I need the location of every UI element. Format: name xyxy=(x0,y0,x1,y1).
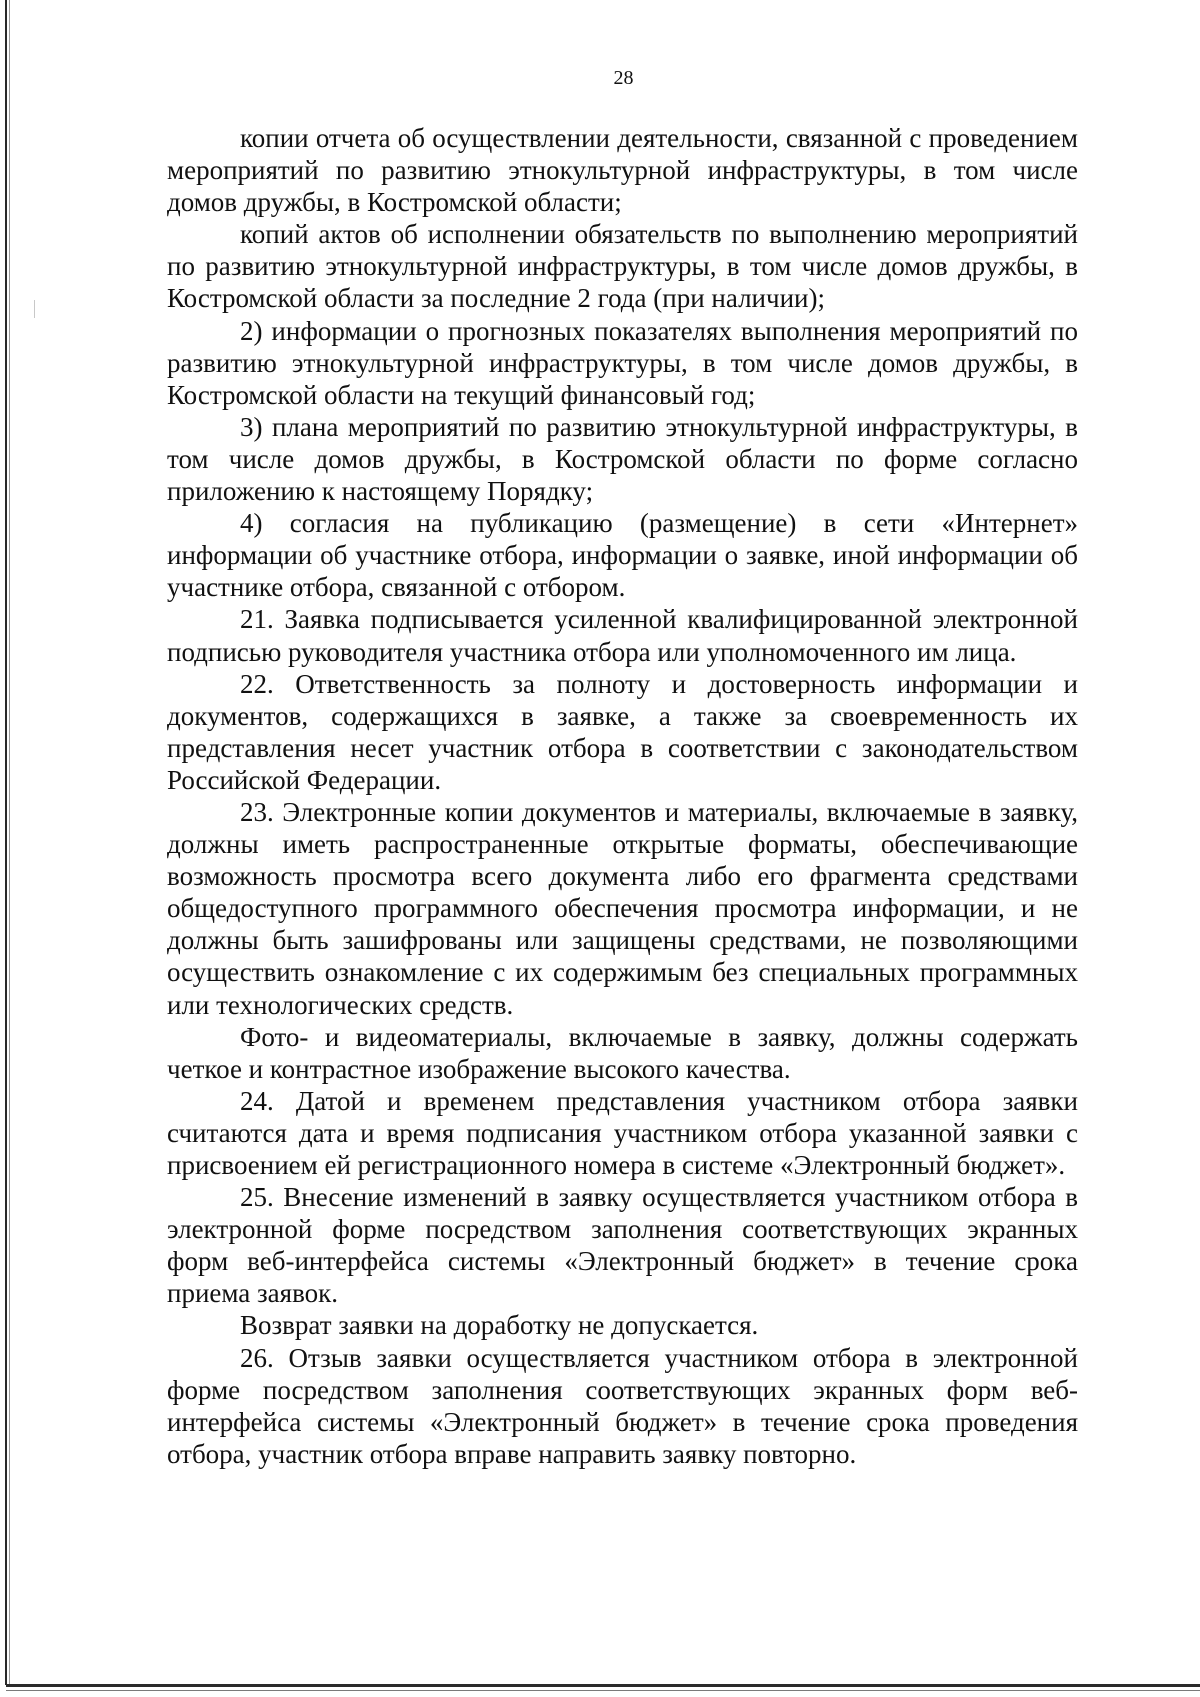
paragraph-25: 25. Внесение изменений в заявку осуществляется участником отбора в электронной форме посредством заполнения соответствующих экранных форм веб-интерфейса системы «Электронный бюджет» в течение срока приема заявок. xyxy=(167,1182,1078,1309)
scan-edge-left-shadow xyxy=(9,0,10,1685)
scan-edge-bottom-shadow xyxy=(6,1690,1200,1691)
paragraph-26: 26. Отзыв заявки осуществляется участником отбора в электронной форме посредством заполнения соответствующих экранных форм веб-интерфейса системы «Электронный бюджет» в течение срока проведения отбора, участник отбора вправе направить заявку повторно. xyxy=(167,1342,1078,1469)
page-number: 28 xyxy=(613,67,634,89)
paragraph-report-copy: копии отчета об осуществлении деятельности, связанной с проведением мероприятий по развитию этнокультурной инфраструктуры, в том числе домов дружбы, в Костромской области; xyxy=(167,123,1078,218)
paragraph-item-4: 4) согласия на публикацию (размещение) в сети «Интернет» информации об участнике отбора, информации о заявке, иной информации об участнике отбора, связанной с отбором. xyxy=(167,508,1078,603)
paragraph-acts-copy: копий актов об исполнении обязательств по выполнению мероприятий по развитию этнокультурной инфраструктуры, в том числе домов дружбы, в Костромской области за последние 2 года (при наличии); xyxy=(167,219,1078,314)
paragraph-item-3: 3) плана мероприятий по развитию этнокультурной инфраструктуры, в том числе домов дружбы, в Костромской области по форме согласно приложению к настоящему Порядку; xyxy=(167,411,1078,507)
paragraph-item-2: 2) информации о прогнозных показателях выполнения мероприятий по развитию этнокультурной инфраструктуры, в том числе домов дружбы, в Костромской области на текущий финансовый год; xyxy=(167,315,1078,410)
paragraph-23: 23. Электронные копии документов и материалы, включаемые в заявку, должны иметь распространенные открытые форматы, обеспечивающие возможность просмотра всего документа либо его фрагмента средствами общедоступного программного обеспечения просмотра информации, и не должны быть зашифрованы или защищены средствами, не позволяющими осуществить ознакомление с их содержимым без специальных программных или технологических средств. xyxy=(167,796,1078,1020)
scan-artifact xyxy=(34,300,35,318)
paragraph-22: 22. Ответственность за полноту и достоверность информации и документов, содержащихся в заявке, а также за своевременность их представления несет участник отбора в соответствии с законодательством Российской Федерации. xyxy=(167,668,1078,795)
document-body xyxy=(167,122,1078,1470)
paragraph-24: 24. Датой и временем представления участником отбора заявки считаются дата и время подписания участником отбора указанной заявки с присвоением ей регистрационного номера в системе «Электронный бюджет». xyxy=(167,1085,1078,1180)
scan-edge-bottom xyxy=(6,1684,1200,1687)
paragraph-21: 21. Заявка подписывается усиленной квалифицированной электронной подписью руководителя участника отбора или уполномоченного им лица. xyxy=(167,604,1078,667)
paragraph-23-photo: Фото- и видеоматериалы, включаемые в заявку, должны содержать четкое и контрастное изображение высокого качества. xyxy=(167,1021,1078,1084)
scan-edge-left xyxy=(5,0,7,1685)
paragraph-25-return: Возврат заявки на доработку не допускается. xyxy=(240,1310,759,1341)
